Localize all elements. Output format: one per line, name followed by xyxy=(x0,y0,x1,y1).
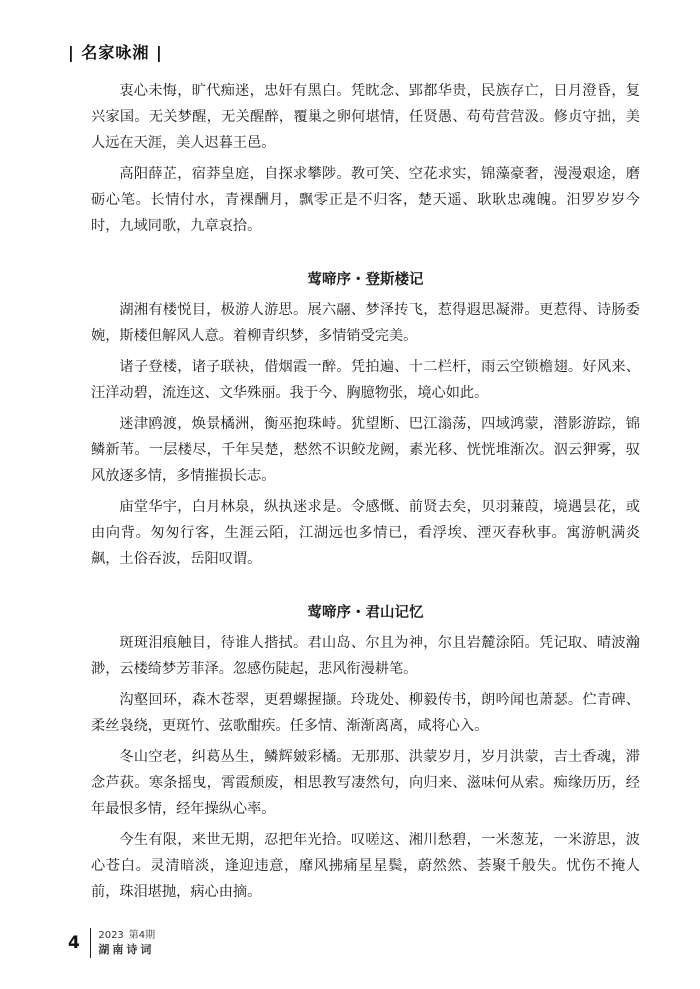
poem-paragraph: 今生有限，来世无期，忍把年光拾。叹嗟这、湘川愁碧，一米葱茏，一米游思，波心苍白。灵清暗淡，逢迎违意，靡风拂痛星星鬓，蔚然然、荟聚千般失。忧伤不掩人前，珠泪堪抛，病心由摘。 xyxy=(91,832,640,900)
page-footer xyxy=(68,928,155,958)
intro-paragraph: 衷心未悔，旷代痴迷，忠奸有黑白。凭眈念、郢都华贵，民族存亡，日月澄昏，复兴家国。无关梦醒，无关醒醉，覆巢之卵何堪情，任贤愚、苟苟营营汲。修贞守拙，美人远在天涯，美人迟暮王邑。 xyxy=(91,83,640,151)
footer-divider xyxy=(90,928,92,958)
article-body xyxy=(91,78,640,910)
poem-title: 莺啼序・君山记忆 xyxy=(307,604,424,621)
column-header: | 名家咏湘 | xyxy=(68,43,163,62)
issue-line xyxy=(98,929,155,942)
poem-paragraph: 庙堂华宇，白月林泉，纵执迷求是。令感慨、前贤去矣，贝羽蒹葭，境遇昙花，或由向背。匆匆行客，生涯云陌，江湖远也多情已，看浮埃、湮灭春秋事。寓游帆满炎飙，土俗吞波，岳阳叹谓。 xyxy=(91,499,640,567)
poem-paragraph: 迷津鸥渡，焕景橘洲，衡巫抱珠峙。犹望断、巴江滃荡，四域鸿蒙，潜影游踪，锦鳞新苇。一层楼尽，千年吴楚，慭然不识鲛龙阙，素光移、恍恍堆渐次。泅云狎雾，驭风放逐多情，多情摧损长志。 xyxy=(91,416,640,484)
poem-paragraph: 湖湘有楼悦目，极游人游思。展六翮、梦泽抟飞，惹得遐思凝滞。更惹得、诗肠委婉，斯楼但解风人意。着柳青织梦，多情销受完美。 xyxy=(91,302,640,344)
poem-title: 莺啼序・登斯楼记 xyxy=(307,271,424,288)
poem-paragraph: 斑斑泪痕触目，待谁人揩拭。君山岛、尔且为神，尔且岩麓涂陌。凭记取、晴波瀚渺，云楼绮梦芳菲泽。忽感伤陡起，悲风衔漫耕笔。 xyxy=(91,635,640,677)
poem-paragraph: 诸子登楼，诸子联袂，借烟霞一醉。凭拍遍、十二栏杆，雨云空锁檐翅。好风来、汪洋动碧，流连这、文华殊丽。我于今、胸臆物张，境心如此。 xyxy=(91,359,640,401)
issue-year: 2023 xyxy=(98,930,124,941)
intro-paragraph: 高阳薛芷，宿莽皇庭，自探求攀陟。教可笑、空花求实，锦藻豪奢，漫漫艰途，磨砺心笔。长情付水，青裸酬月，飘零正是不归客，楚天遥、耿耿忠魂魄。汨罗岁岁今时，九域同歌，九章哀拾。 xyxy=(91,166,640,234)
publication-info xyxy=(98,929,155,957)
issue-number: 第4期 xyxy=(128,930,156,941)
magazine-name: 湖南诗词 xyxy=(98,943,155,956)
page-number: 4 xyxy=(68,933,80,953)
poem-paragraph: 沟壑回环，森木苍翠，更碧螺握撷。玲珑处、柳毅传书，朗吟闻也萧瑟。伫青碑、柔丝袅绕，更斑竹、弦歌酣疾。任多情、渐渐离离，咸将心入。 xyxy=(91,692,640,734)
poem-paragraph: 冬山空老，纠葛丛生，鳞辉皴彩橘。无那那、洪蒙岁月，岁月洪蒙，吉土香魂，滞念芦荻。寒条摇曳，霄霞颓废，相思教写凄然句，向归来、滋味何从索。痴缘历历，经年最恨多情，经年操纵心率。 xyxy=(91,749,640,817)
